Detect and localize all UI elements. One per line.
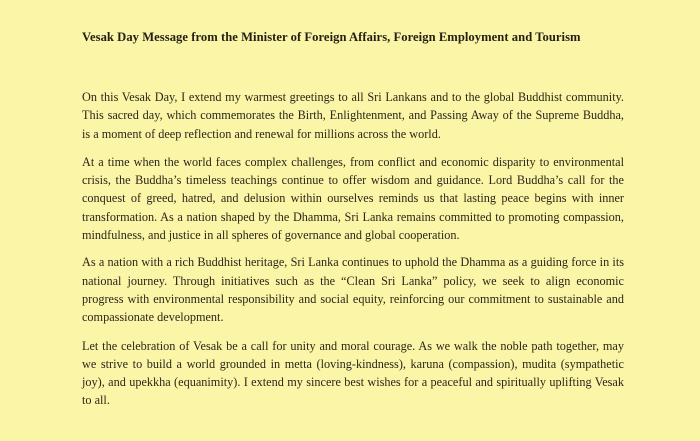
message-body — [82, 88, 624, 420]
paragraph-greeting: On this Vesak Day, I extend my warmest greetings to all Sri Lankans and to the global Buddhist community. This sacred day, which commemorates the Birth, Enlightenment, and Passing Away of the Supreme Buddha, is a moment of deep reflection and renewal for millions across the world. — [82, 90, 624, 141]
document-title: Vesak Day Message from the Minister of Foreign Affairs, Foreign Employment and Tourism — [82, 30, 581, 44]
paragraph-challenges: At a time when the world faces complex challenges, from conflict and economic disparity to environmental crisis, the Buddha’s timeless teachings continue to offer wisdom and guidance. Lord Buddha’s call for the conquest of greed, hatred, and delusion within ourselves reminds us that lasting peace begins with inner transformation. As a nation shaped by the Dhamma, Sri Lanka remains committed to promoting compassion, mindfulness, and justice in all spheres of governance and global cooperation. — [82, 154, 624, 243]
paragraph-closing: Let the celebration of Vesak be a call for unity and moral courage. As we walk the noble path together, may we strive to build a world grounded in metta (loving-kindness), karuna (compassion), mudita (sympathetic joy), and upekkha (equanimity). I extend my sincere best wishes for a peaceful and spiritually uplifting Vesak to all. — [82, 338, 624, 408]
paragraph-heritage: As a nation with a rich Buddhist heritage, Sri Lanka continues to uphold the Dhamma as a guiding force in its national journey. Through initiatives such as the “Clean Sri Lanka” policy, we seek to align economic progress with environmental responsibility and social equity, reinforcing our commitment to sustainable and compassionate development. — [82, 255, 624, 325]
